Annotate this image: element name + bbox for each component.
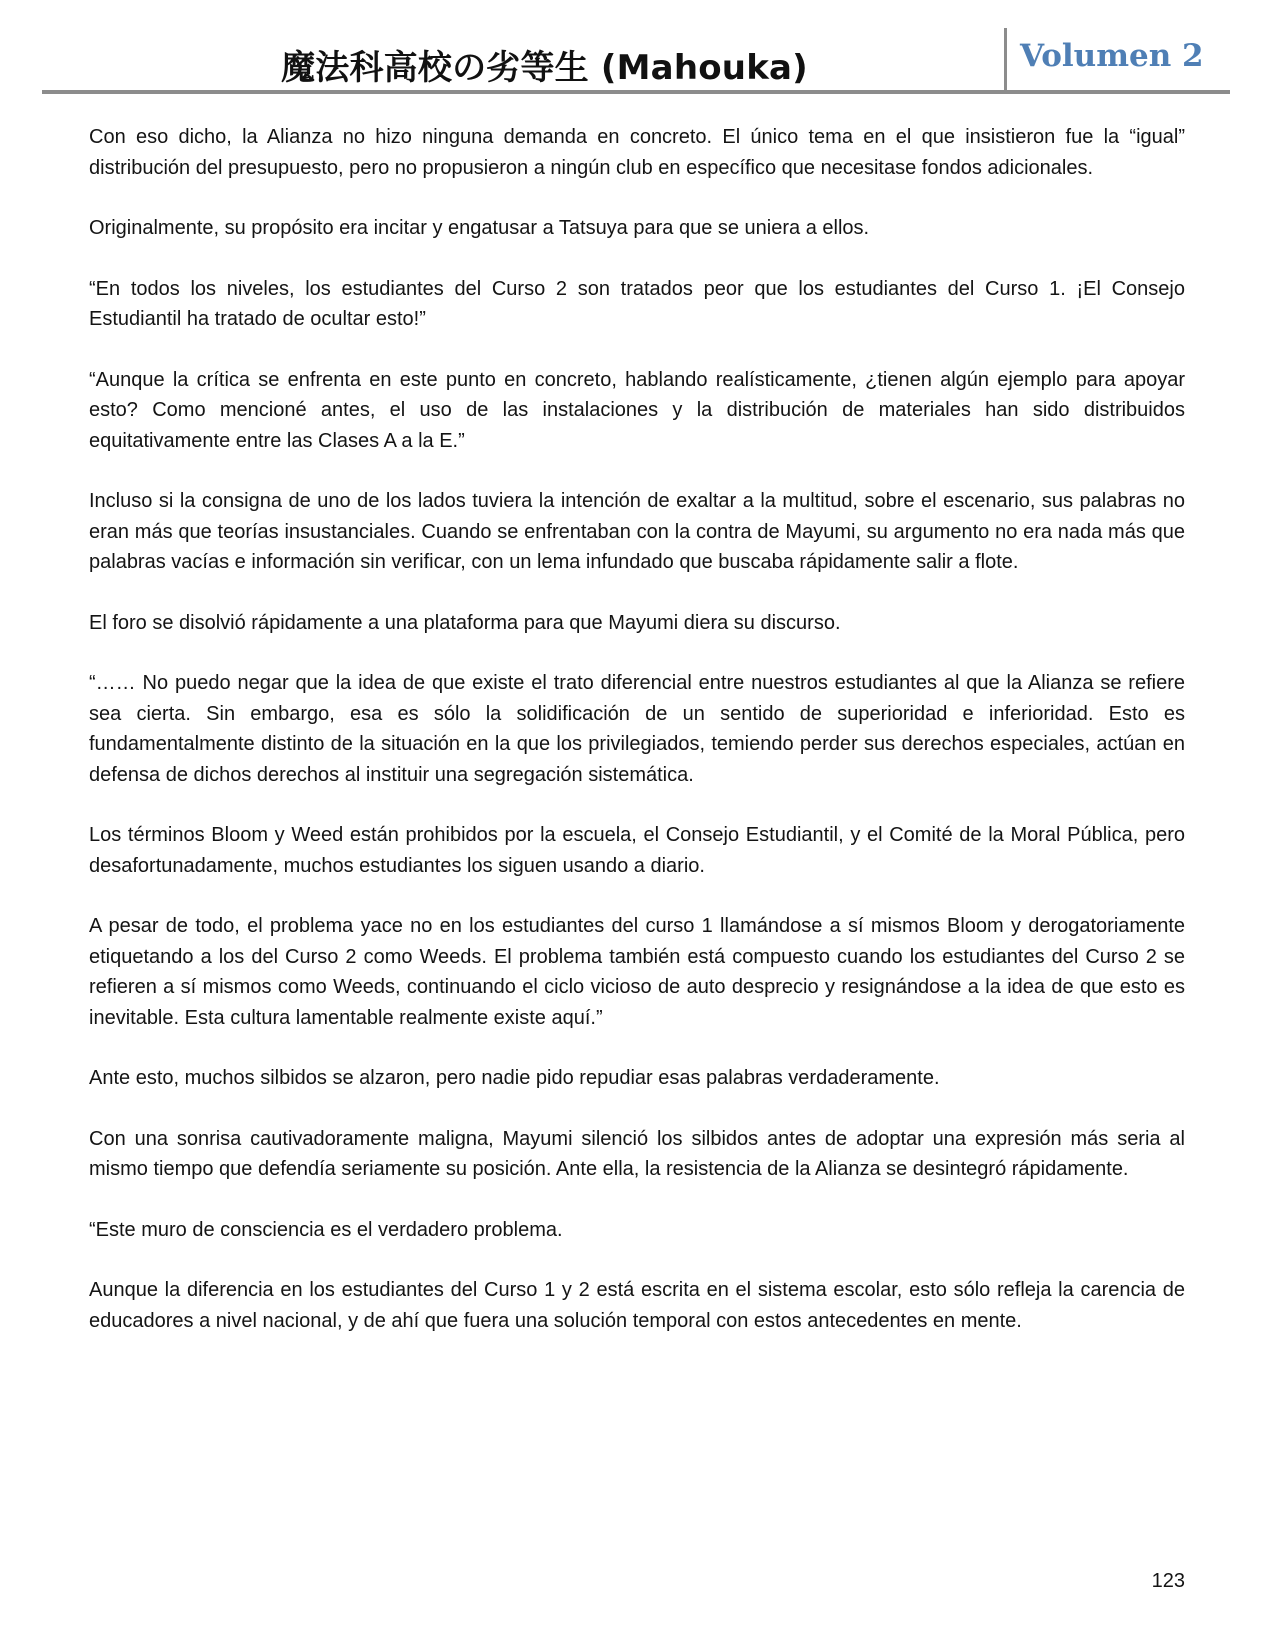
paragraph: Aunque la diferencia en los estudiantes del Curso 1 y 2 está escrita en el sistema escolar, esto sólo refleja la carencia de educadores a nivel nacional, y de ahí que fuera una solución temporal con estos antecedentes en mente. [89, 1279, 1185, 1332]
page-body [89, 122, 1185, 1366]
paragraph: Originalmente, su propósito era incitar y engatusar a Tatsuya para que se uniera a ellos. [89, 217, 870, 239]
paragraph: A pesar de todo, el problema yace no en los estudiantes del curso 1 llamándose a sí mismos Bloom y derogatoriamente etiquetando a los del Curso 2 como Weeds. El problema también está compuesto cuando los estudiantes del Curso 2 se refieren a sí mismos como Weeds, continuando el ciclo vicioso de auto desprecio y resignándose a la idea de que esto es inevitable. Esta cultura lamentable realmente existe aquí.” [89, 915, 1185, 1029]
paragraph: Los términos Bloom y Weed están prohibidos por la escuela, el Consejo Estudiantil, y el Comité de la Moral Pública, pero desafortunadamente, muchos estudiantes los siguen usando a diario. [89, 824, 1185, 877]
header-rule [42, 90, 1230, 94]
page-header [42, 28, 1230, 94]
paragraph: Incluso si la consigna de uno de los lados tuviera la intención de exaltar a la multitud, sobre el escenario, sus palabras no eran más que teorías insustanciales. Cuando se enfrentaban con la contra de Mayumi, su argumento no era nada más que palabras vacías e información sin verificar, con un lema infundado que buscaba rápidamente salir a flote. [89, 490, 1185, 573]
paragraph: Con eso dicho, la Alianza no hizo ninguna demanda en concreto. El único tema en el que insistieron fue la “igual” distribución del presupuesto, pero no propusieron a ningún club en específico que necesitase fondos adicionales. [89, 126, 1185, 179]
header-divider [1004, 28, 1007, 92]
paragraph: “En todos los niveles, los estudiantes del Curso 2 son tratados peor que los estudiantes del Curso 1. ¡El Consejo Estudiantil ha tratado de ocultar esto!” [89, 277, 1185, 330]
paragraph: “…… No puedo negar que la idea de que existe el trato diferencial entre nuestros estudiantes al que la Alianza se refiere sea cierta. Sin embargo, esa es sólo la solidificación de un sentido de superioridad e inferioridad. Esto es fundamentalmente distinto de la situación en la que los privilegiados, temiendo perder sus derechos especiales, actúan en defensa de dichos derechos al instituir una segregación sistemática. [89, 672, 1185, 786]
volume-label: Volumen 2 [1020, 38, 1204, 74]
book-title: 魔法科高校の劣等生 (Mahouka) [281, 48, 808, 88]
paragraph: “Este muro de consciencia es el verdadero problema. [89, 1218, 563, 1241]
paragraph: Con una sonrisa cautivadoramente maligna, Mayumi silenció los silbidos antes de adoptar una expresión más seria al mismo tiempo que defendía seriamente su posición. Ante ella, la resistencia de la Alianza se desintegró rápidamente. [89, 1127, 1185, 1180]
paragraph: El foro se disolvió rápidamente a una plataforma para que Mayumi diera su discurso. [89, 611, 841, 634]
page-number: 123 [1151, 1570, 1185, 1592]
paragraph: “Aunque la crítica se enfrenta en este punto en concreto, hablando realísticamente, ¿tienen algún ejemplo para apoyar esto? Como mencioné antes, el uso de las instalaciones y la distribución de materiales han sido distribuidos equitativamente entre las Clases A a la E.” [89, 368, 1185, 452]
paragraph: Ante esto, muchos silbidos se alzaron, pero nadie pido repudiar esas palabras verdaderamente. [89, 1067, 940, 1089]
